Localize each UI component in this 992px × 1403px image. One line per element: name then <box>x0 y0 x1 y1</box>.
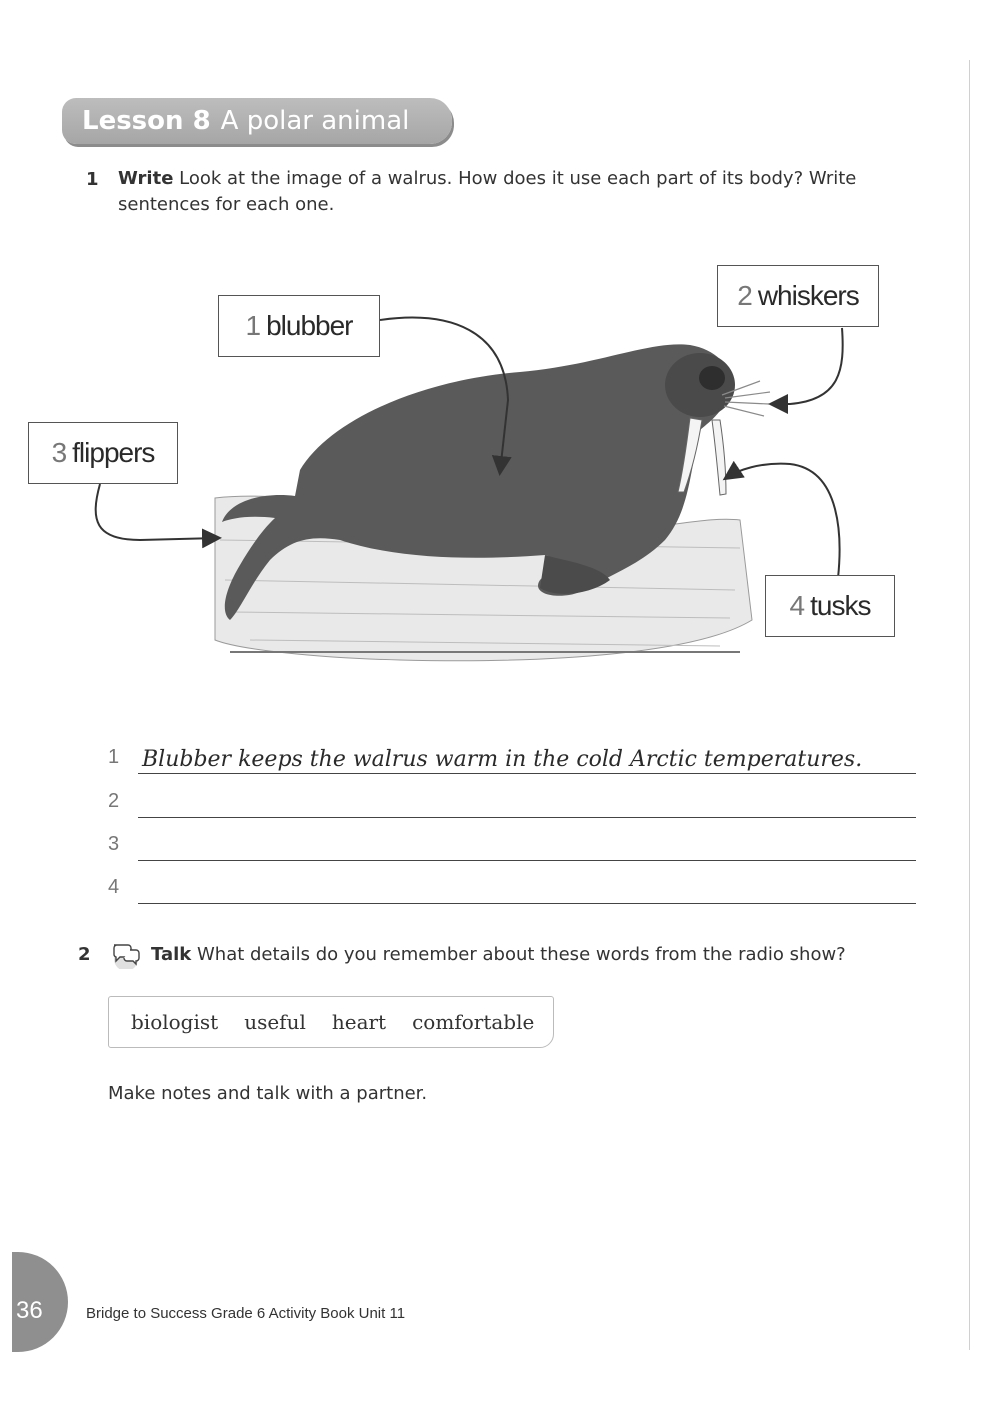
label-flippers: 3 flippers <box>28 422 178 484</box>
instruction-notes: Make notes and talk with a partner. <box>108 1083 428 1104</box>
word-item: comfortable <box>412 1010 535 1034</box>
question-1-line2: sentences for each one. <box>118 194 335 215</box>
word-item: heart <box>331 1010 387 1034</box>
speech-bubbles-icon <box>110 941 142 969</box>
word-item: biologist <box>131 1010 219 1034</box>
question-2-text: Talk What details do you remember about these words from the radio show? <box>151 944 846 965</box>
question-2-number: 2 <box>78 944 91 965</box>
answer-row-3[interactable]: 3 <box>108 827 916 861</box>
word-item: useful <box>244 1010 306 1034</box>
answer-1-text: Blubber keeps the walrus warm in the cold Arctic temperatures. <box>142 747 863 772</box>
label-tusks: 4 tusks <box>765 575 895 637</box>
label-whiskers: 2 whiskers <box>717 265 879 327</box>
question-2-verb: Talk <box>151 944 192 965</box>
answer-row-4[interactable]: 4 <box>108 870 916 904</box>
lesson-label: Lesson 8 <box>82 106 211 136</box>
word-box <box>108 996 554 1048</box>
footer-text: Bridge to Success Grade 6 Activity Book Unit 11 <box>86 1305 406 1322</box>
page-number: 36 <box>16 1297 43 1324</box>
answer-row-2[interactable]: 2 <box>108 784 916 818</box>
question-1-verb: Write <box>118 168 174 189</box>
answer-row-1[interactable]: 1 Blubber keeps the walrus warm in the cold Arctic temperatures. <box>108 740 916 774</box>
question-1-line1: Look at the image of a walrus. How does it use each part of its body? Write <box>179 168 857 189</box>
lesson-title: A polar animal <box>220 106 410 136</box>
question-1-number: 1 <box>86 169 99 190</box>
label-blubber: 1 blubber <box>218 295 380 357</box>
